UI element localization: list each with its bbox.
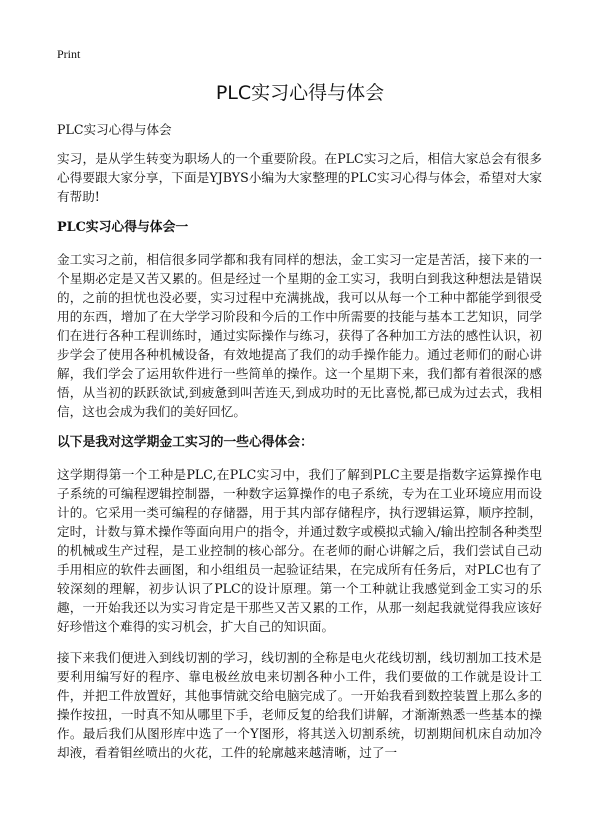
intro-paragraph: 实习，是从学生转变为职场人的一个重要阶段。在PLC实习之后，相信大家总会有很多心得要跟大家分享，下面是YJBYS小编为大家整理的PLC实习心得与体会，希望对大家有帮助! <box>57 151 542 204</box>
document-body <box>57 120 542 774</box>
page-title: PLC实习心得与体会 <box>215 82 385 104</box>
section-heading-2: 以下是我对这学期金工实习的一些心得体会： <box>57 435 313 450</box>
section-2-paragraph-1: 这学期得第一个工种是PLC,在PLC实习中，我们了解到PLC主要是指数字运算操作电子系统的可编程逻辑控制器，一种数字运算操作的电子系统，专为在工业环境应用而设计的。它采用一类可编程的存储器，用于其内部存储程序，执行逻辑运算，顺序控制，定时，计数与算术操作等面向用户的指令，并通过数字或模拟式输入/输出控制各种类型的机械或生产过程，是工业控制的核心部分。在老师的耐心讲解之后，我们尝试自己动手用相应的软件去画图，和小组组员一起验证结果，在完成所有任务后，对PLC也有了较深刻的理解，初步认识了PLC的设计原理。第一个工种就让我感觉到金工实习的乐趣，一开始我还以为实习肯定是干那些又苦又累的工作，从那一刻起我就觉得我应该好好珍惜这个难得的实习机会，扩大自己的知识面。 <box>57 467 542 634</box>
section-2-paragraph-2: 接下来我们便进入到线切割的学习，线切割的全称是电火花线切割，线切割加工技术是要利用编写好的程序、靠电极丝放电来切割各种小工件，我们要做的工作就是设计工件，并把工件放置好，其他事情就交给电脑完成了。一开始我看到数控装置上那么多的操作按扭，一时真不知从哪里下手，老师反复的给我们讲解，才渐渐熟悉一些基本的操作。最后我们从图形库中选了一个Y图形，将其送入切割系统，切割期间机床自动加冷却液，看着钼丝喷出的火花，工件的轮廓越来越清晰，过了一 <box>57 650 542 760</box>
section-1-paragraph: 金工实习之前，相信很多同学都和我有同样的想法，金工实习一定是苦活，接下来的一个星期必定是又苦又累的。但是经过一个星期的金工实习，我明白到我这种想法是错误的，之前的担忧也没必要，实习过程中充满挑战，我可以从每一个工种中都能学到很受用的东西，增加了在大学学习阶段和今后的工作中所需要的技能与基本工艺知识，同学们在进行各种工程训练时，通过实际操作与练习，获得了各种加工方法的感性认识，初步学会了使用各种机械设备，有效地提高了我们的动手操作能力。通过老师们的耐心讲解，我们学会了运用软件进行一些简单的操作。这一个星期下来，我们都有着很深的感悟，从当初的跃跃欲试,到疲惫到叫苦连天,到成功时的无比喜悦,都已成为过去式，我相信，这也会成为我们的美好回忆。 <box>57 252 542 419</box>
subtitle: PLC实习心得与体会 <box>57 122 172 137</box>
section-heading-1: PLC实习心得与体会一 <box>57 220 189 235</box>
print-label: Print <box>57 47 81 61</box>
